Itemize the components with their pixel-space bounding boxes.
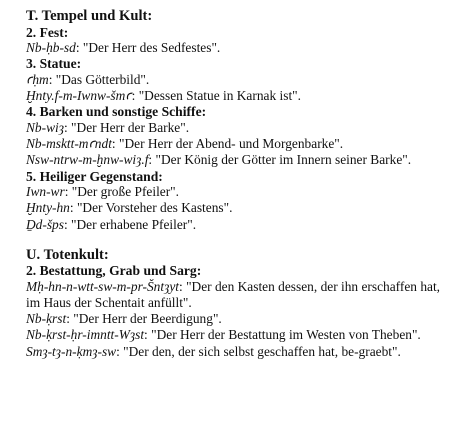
translation: : "Der Herr des Sedfestes".	[75, 40, 221, 56]
entry-iwn-wr	[26, 184, 443, 200]
transliteration: Ḫnty.f-m-Iwnw-šmꜥ	[26, 88, 132, 104]
transliteration: ꜥḥm	[26, 71, 49, 87]
entry-ahm	[26, 72, 443, 88]
translation: : "Dessen Statue in Karnak ist".	[131, 88, 301, 104]
section-title-totenkult: U. Totenkult:	[26, 246, 109, 263]
translation: : "Der den, der sich selbst geschaffen hat, be-graebt".	[116, 343, 401, 359]
entry-hnty-hn	[26, 200, 443, 216]
subheading-statue: 3. Statue:	[26, 56, 82, 72]
translation: : "Der Vorsteher des Kastens".	[69, 200, 233, 216]
entry-nb-krst	[26, 311, 443, 327]
entry-nsw-ntrw-m-hnw-wiaf	[26, 152, 443, 168]
transliteration: Nb-ḥb-sd	[26, 40, 76, 56]
entry-sma-ta-n-kma-sw	[26, 344, 443, 360]
transliteration: Nb-msktt-mꜥndt	[26, 136, 112, 152]
translation: : "Der erhabene Pfeiler".	[63, 216, 197, 232]
translation: : "Das Götterbild".	[48, 71, 150, 87]
translation: : "Der Herr der Bestattung im Westen von Theben".	[144, 327, 421, 343]
subheading-fest: 2. Fest:	[26, 24, 69, 40]
translation: : "Der Herr der Abend- und Morgenbarke".	[111, 136, 344, 152]
entry-dd-sps	[26, 217, 443, 233]
transliteration: Smȝ-tȝ-n-ḳmȝ-sw	[26, 343, 117, 359]
translation: : "Der den Kasten dessen, der ihn erschaffen hat, im Haus der Schentait anfüllt".	[26, 278, 441, 310]
transliteration: Nsw-ntrw-m-ḫnw-wiȝ.f	[26, 152, 149, 168]
entry-nb-krst-hr-imntt	[26, 327, 443, 343]
translation: : "Der große Pfeiler".	[64, 184, 180, 200]
transliteration: Iwn-wr	[26, 184, 65, 200]
entry-nb-msktt-mandt	[26, 136, 443, 152]
transliteration: Nb-ḳrst	[26, 311, 67, 327]
section-title-tempel-und-kult: T. Tempel und Kult:	[26, 8, 153, 24]
entry-nb-hb-sd	[26, 40, 443, 56]
entry-nb-wia	[26, 120, 443, 136]
transliteration: Nb-wiȝ	[26, 119, 64, 135]
entry-mh-hn-n-wtt-sw	[26, 279, 443, 311]
subheading-bestattung: 2. Bestattung, Grab und Sarg:	[26, 263, 202, 279]
transliteration: Nb-ḳrst-ḥr-imntt-Wȝst	[26, 327, 145, 343]
transliteration: Mḥ-hn-n-wtt-sw-m-pr-Šntȝyt	[26, 278, 179, 294]
transliteration: Ḫnty-hn	[26, 200, 70, 216]
subheading-heiliger-gegenstand: 5. Heiliger Gegenstand:	[26, 168, 163, 184]
transliteration: Ḏd-šps	[26, 216, 64, 232]
translation: : "Der Herr der Beerdigung".	[66, 311, 222, 327]
translation: : "Der König der Götter im Innern seiner Barke".	[148, 152, 412, 168]
entry-hntyf-m-iwnw-sma	[26, 88, 443, 104]
section-spacer	[26, 233, 443, 247]
translation: : "Der Herr der Barke".	[63, 119, 190, 135]
subheading-barken: 4. Barken und sonstige Schiffe:	[26, 104, 207, 120]
